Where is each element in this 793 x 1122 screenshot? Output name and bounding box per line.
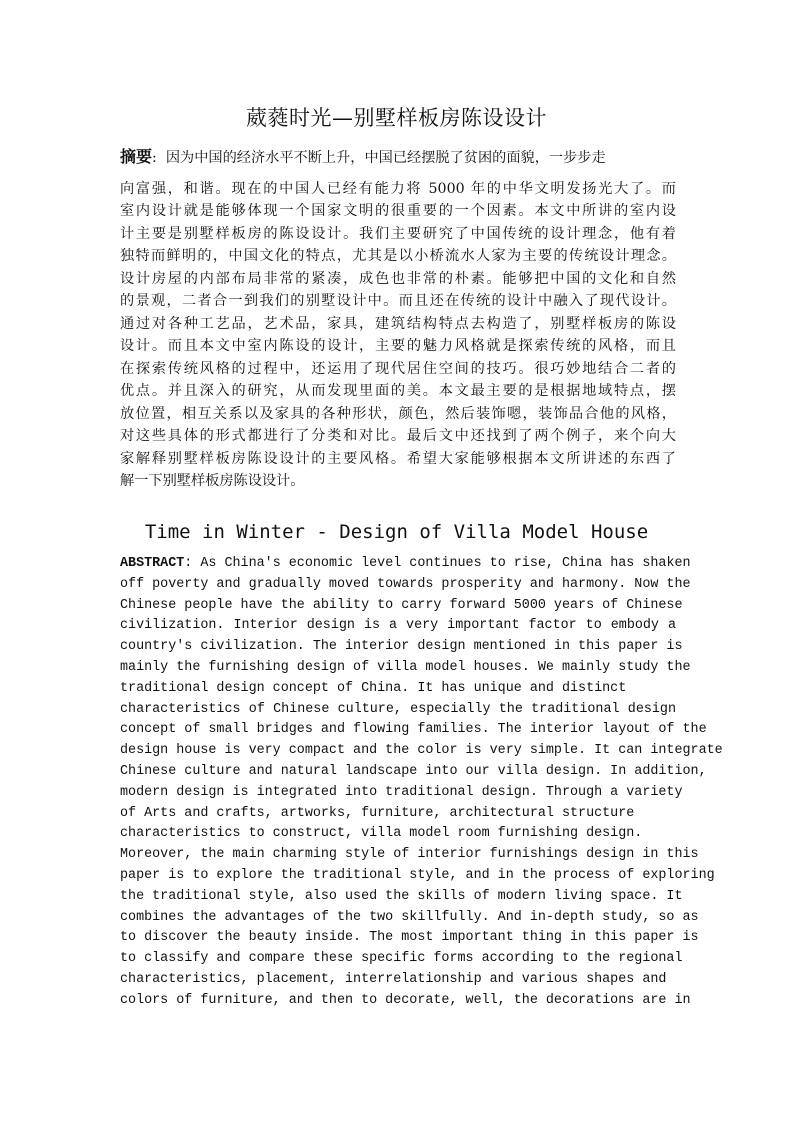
chinese-abstract-line: 的景观，二者合一到我们的别墅设计中。而且还在传统的设计中融入了现代设计。 [120, 293, 676, 309]
chinese-abstract-line: 通过对各种工艺品，艺术品，家具，建筑结构特点去构造了，别墅样板房的陈设 [120, 315, 676, 332]
english-abstract-line: paper is to explore the traditional style, and in the process of exploring [120, 867, 715, 883]
chinese-abstract-line: 向富强，和谐。现在的中国人已经有能力将 5000 年的中华文明发扬光大了。而 [120, 180, 676, 197]
english-abstract-line: traditional design concept of China. It has unique and distinct [120, 680, 627, 696]
chinese-abstract-first-line [120, 146, 676, 170]
english-abstract-label: ABSTRACT [120, 556, 185, 571]
english-abstract-line: country's civilization. The interior design mentioned in this paper is [120, 639, 683, 655]
english-abstract-line: off poverty and gradually moved towards prosperity and harmony. Now the [120, 576, 691, 592]
chinese-abstract-line: 优点。并且深入的研究，从而发现里面的美。本文最主要的是根据地域特点，摆 [120, 383, 676, 399]
english-title: Time in Winter - Design of Villa Model House [144, 521, 649, 543]
english-abstract-line: civilization. Interior design is a very important factor to embody a [120, 618, 676, 634]
chinese-title: 葳蕤时光—别墅样板房陈设设计 [246, 106, 547, 130]
chinese-abstract-line: 解一下别墅样板房陈设设计。 [120, 473, 305, 489]
english-abstract-line: of Arts and crafts, artworks, furniture, architectural structure [120, 805, 635, 821]
english-abstract-line: Chinese culture and natural landscape into our villa design. In addition, [120, 763, 707, 779]
english-abstract-line: mainly the furnishing design of villa model houses. We mainly study the [120, 659, 691, 675]
english-abstract-first-text: : As China's economic level continues to rise, China has shaken [184, 556, 691, 571]
chinese-abstract-line: 在探索传统风格的过程中，还运用了现代居住空间的技巧。很巧妙地结合二者的 [120, 360, 676, 377]
english-abstract-line: to classify and compare these specific forms according to the regional [120, 951, 683, 967]
chinese-abstract-label: 摘要 [120, 147, 153, 166]
english-abstract-line: combines the advantages of the two skillfully. And in-depth study, so as [120, 909, 699, 925]
chinese-abstract-colon: : [152, 150, 157, 166]
chinese-abstract-line: 独特而鲜明的，中国文化的特点，尤其是以小桥流水人家为主要的传统设计理念。 [120, 248, 676, 264]
english-abstract-line: characteristics, placement, interrelationship and various shapes and [120, 971, 667, 987]
english-abstract [120, 554, 723, 1012]
english-abstract-line: concept of small bridges and flowing families. The interior layout of the [120, 722, 707, 738]
chinese-abstract-line: 对这些具体的形式都进行了分类和对比。最后文中还找到了两个例子，来个向大 [120, 428, 676, 444]
english-abstract-line: Moreover, the main charming style of interior furnishings design in this [120, 847, 699, 863]
english-abstract-line: characteristics of Chinese culture, especially the traditional design [120, 701, 676, 717]
chinese-abstract-line: 设计房屋的内部布局非常的紧凑，成色也非常的朴素。能够把中国的文化和自然 [120, 270, 676, 287]
english-abstract-first-line [120, 554, 691, 575]
english-abstract-line: the traditional style, also used the skills of modern living space. It [120, 888, 683, 904]
english-abstract-line: to discover the beauty inside. The most important thing in this paper is [120, 930, 699, 946]
chinese-abstract-line: 放位置，相互关系以及家具的各种形状，颜色，然后装饰嗯，装饰品合他的风格， [120, 405, 676, 422]
chinese-abstract-first-text: 因为中国的经济水平不断上升，中国已经摆脱了贫困的面貌，一步步走 [165, 150, 606, 166]
chinese-abstract-line: 设计。而且本文中室内陈设的设计，主要的魅力风格就是探索传统的风格，而且 [120, 338, 676, 354]
english-abstract-line: modern design is integrated into traditional design. Through a variety [120, 784, 683, 800]
chinese-abstract-line: 家解释别墅样板房陈设设计的主要风格。希望大家能够根据本文所讲述的东西了 [120, 450, 676, 467]
english-abstract-line: colors of furniture, and then to decorate, well, the decorations are in [120, 992, 691, 1008]
english-abstract-line: Chinese people have the ability to carry forward 5000 years of Chinese [120, 597, 683, 613]
chinese-abstract [120, 146, 676, 493]
english-abstract-line: design house is very compact and the color is very simple. It can integrate [120, 743, 723, 759]
chinese-abstract-line: 室内设计就是能够体现一个国家文明的很重要的一个因素。本文中所讲的室内设 [120, 203, 676, 219]
english-abstract-line: characteristics to construct, villa model room furnishing design. [120, 826, 643, 842]
chinese-abstract-line: 计主要是别墅样板房的陈设设计。我们主要研究了中国传统的设计理念，他有着 [120, 225, 676, 242]
